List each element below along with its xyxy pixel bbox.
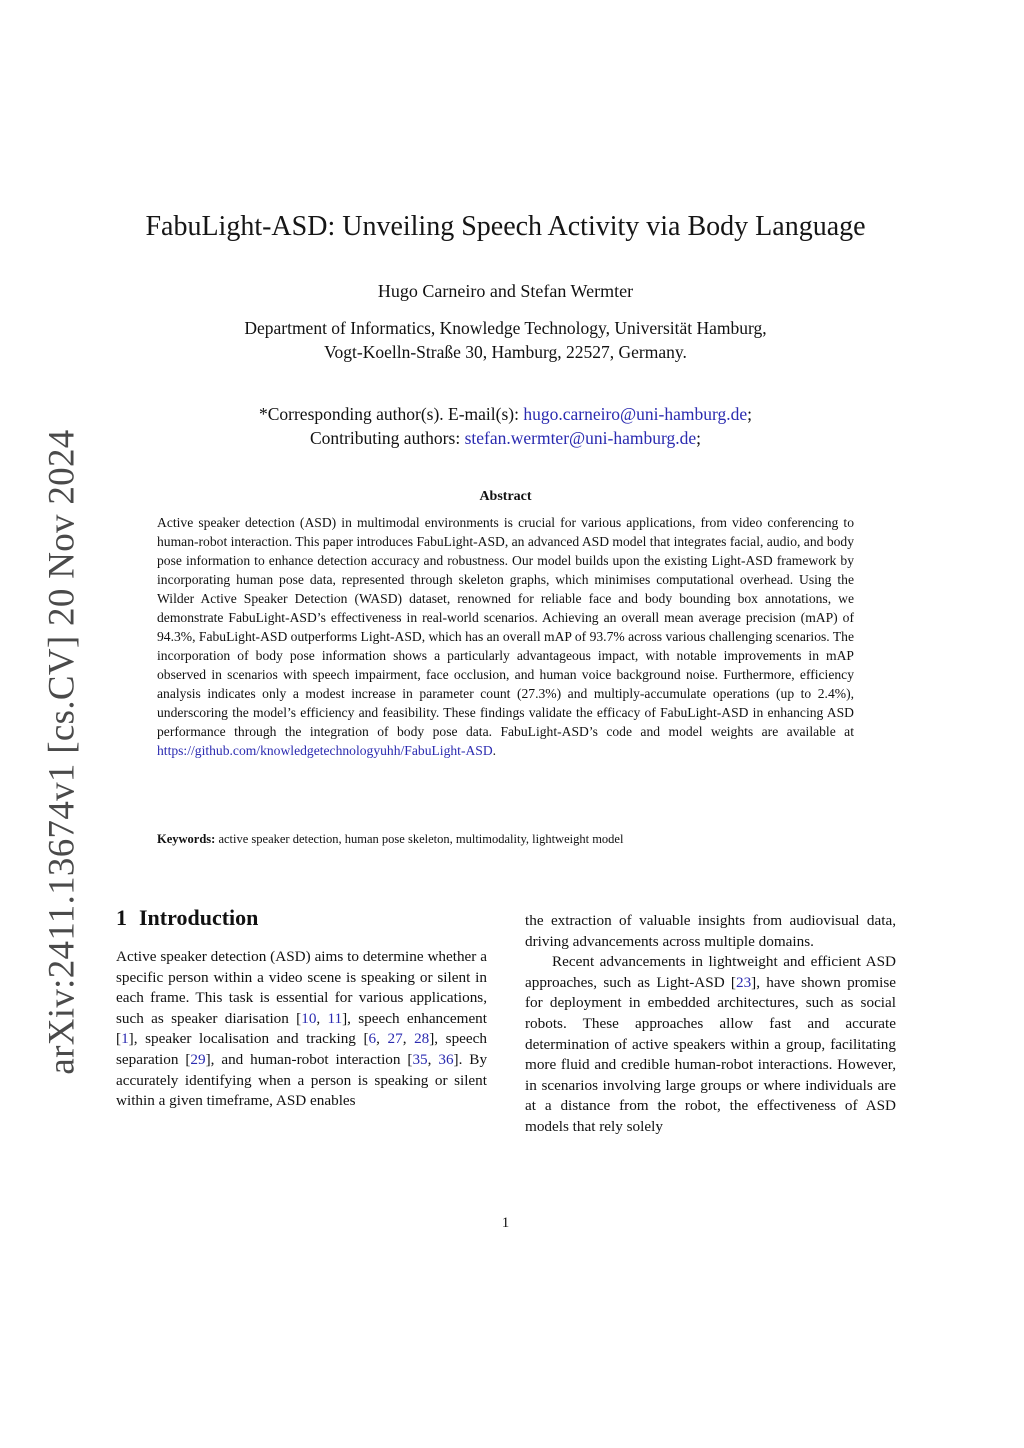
paper-title: FabuLight-ASD: Unveiling Speech Activity via Body Language	[145, 211, 866, 242]
arxiv-identifier-stamp: arXiv:2411.13674v1 [cs.CV] 20 Nov 2024	[41, 429, 83, 1075]
citation-link[interactable]: 6	[368, 1030, 377, 1048]
keywords-text: active speaker detection, human pose skeleton, multimodality, lightweight model	[215, 832, 624, 846]
github-repo-link[interactable]: https://github.com/knowledgetechnologyuhh/FabuLight-ASD	[157, 743, 493, 758]
citation-link[interactable]: 27	[387, 1030, 403, 1048]
citation-link[interactable]: 11	[327, 1009, 343, 1027]
text-run: ], speech separation [	[116, 1030, 487, 1068]
text-run: Recent advancements in lightweight and efficient ASD approaches, such as Light-ASD [	[525, 953, 896, 991]
left-column	[116, 947, 487, 1112]
text-run: ,	[427, 1050, 439, 1068]
citation-link[interactable]: 1	[121, 1030, 129, 1048]
text-run: ]. By accurately identifying when a person is speaking or silent within a given timeframe, ASD enables	[116, 1050, 488, 1110]
intro-paragraph-1	[116, 947, 487, 1112]
intro-paragraph-2	[525, 952, 896, 1137]
affiliation-line-2: Vogt-Koelln-Straße 30, Hamburg, 22527, Germany.	[324, 342, 687, 362]
abstract-text: Active speaker detection (ASD) in multimodal environments is crucial for various applications, from video conferencing to human-robot interaction. This paper introduces FabuLight-ASD, an advanced ASD model that integrates facial, audio, and body pose information to enhance detection accuracy and robustness. Our model builds upon the existing Light-ASD framework by incorporating human pose data, represented through skeleton graphs, which minimises computational overhead. Using the Wilder Active Speaker Detection (WASD) dataset, renowned for reliable face and body bounding box annotations, we demonstrate FabuLight-ASD’s effectiveness in real-world scenarios. Achieving an overall mean average precision (mAP) of 94.3%, FabuLight-ASD outperforms Light-ASD, which has an overall mAP of 93.7% across various challenging scenarios. The incorporation of body pose information shows a particularly advantageous impact, with notable improvements in mAP observed in scenarios with speech impairment, face occlusion, and human voice background noise. Furthermore, efficiency analysis indicates only a modest increase in parameter count (27.3%) and multiply-accumulate operations (up to 2.4%), underscoring the model’s efficiency and feasibility. These findings validate the efficacy of FabuLight-ASD in enhancing ASD performance through the integration of body pose data. FabuLight-ASD’s code and model weights are available at	[157, 515, 855, 739]
text-run: ], speaker localisation and tracking [	[128, 1030, 369, 1048]
contributing-label: Contributing authors:	[309, 428, 465, 448]
citation-link[interactable]: 36	[438, 1050, 454, 1068]
author-list: Hugo Carneiro and Stefan Wermter	[377, 281, 634, 301]
section-heading-introduction	[116, 905, 258, 931]
corresponding-author-line	[0, 402, 1011, 426]
citation-link[interactable]: 10	[301, 1009, 317, 1027]
citation-link[interactable]: 29	[190, 1050, 206, 1068]
keywords-label: Keywords:	[157, 832, 216, 846]
corresponding-label: *Corresponding author(s). E-mail(s):	[258, 404, 524, 424]
correspondence-block	[0, 402, 1011, 450]
intro-paragraph-continued: the extraction of valuable insights from audiovisual data, driving advancements across multiple domains.	[525, 912, 896, 950]
abstract-body	[157, 513, 854, 760]
text-run: Active speaker detection (ASD) aims to determine whether a specific person within a video scene is speaking or silent in each frame. This task is essential for various applications, such as speaker diarisation [	[116, 948, 487, 1027]
section-title: Introduction	[139, 905, 259, 930]
separator: ;	[696, 428, 701, 448]
text-run: ,	[402, 1030, 415, 1048]
citation-link[interactable]: 28	[414, 1030, 430, 1048]
section-number: 1	[116, 905, 127, 930]
text-run: ], speech enhancement [	[116, 1009, 487, 1048]
contributing-authors-line	[0, 426, 1011, 450]
separator: ;	[747, 404, 753, 424]
text-run: ], and human-robot interaction [	[205, 1050, 413, 1068]
citation-link[interactable]: 23	[735, 973, 752, 991]
affiliation-line-1: Department of Informatics, Knowledge Technology, Universität Hamburg,	[244, 318, 767, 338]
text-run: ,	[316, 1009, 328, 1027]
affiliation	[0, 316, 1011, 364]
abstract-end: .	[492, 743, 497, 758]
text-run: ], have shown promise for deployment in embedded architectures, such as social robots. These approaches allow fast and accurate determination of active speakers within a group, facilitating more fluid and credible human-robot interactions. However, in scenarios involving large groups or where individuals are at a distance from the robot, the effectiveness of ASD models that rely solely	[525, 973, 896, 1135]
text-run: ,	[376, 1030, 388, 1048]
abstract-heading: Abstract	[479, 489, 532, 504]
page-number: 1	[501, 1215, 510, 1231]
right-column	[525, 911, 896, 1138]
citation-link[interactable]: 35	[412, 1050, 428, 1068]
keywords-line	[157, 832, 854, 847]
corresponding-email-link[interactable]: hugo.carneiro@uni-hamburg.de	[523, 404, 748, 424]
contributing-email-link[interactable]: stefan.wermter@uni-hamburg.de	[464, 428, 697, 448]
